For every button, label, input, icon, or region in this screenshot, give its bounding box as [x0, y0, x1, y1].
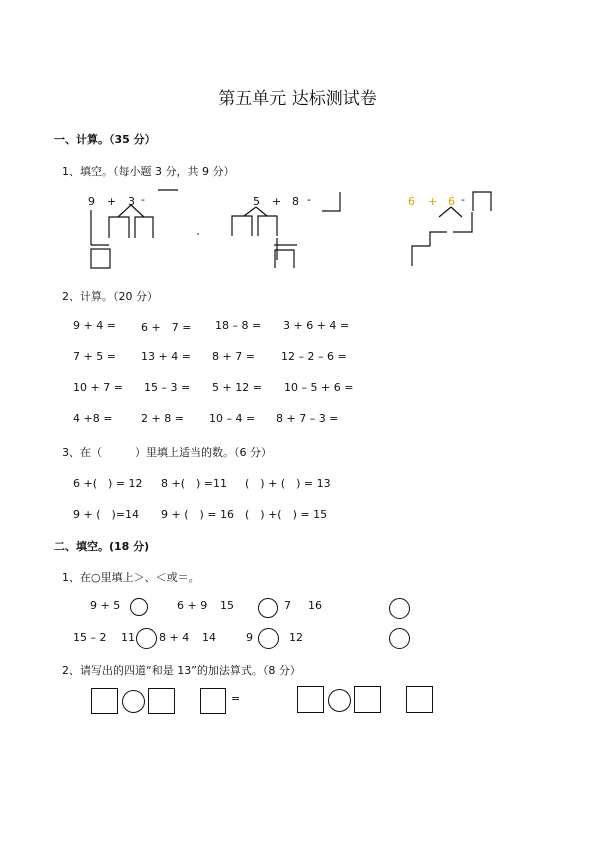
section2-heading: 二、填空。(18 分): [54, 540, 150, 553]
q1c-n1: 6: [408, 195, 415, 208]
q2-r4c1: 4 +8 =: [73, 412, 113, 425]
cmp5-left: 8 + 4: [159, 631, 190, 644]
q2-r3c3: 5 + 12 =: [212, 381, 262, 394]
section1-heading: 一、计算。（35 分）: [54, 133, 156, 146]
operator-circle[interactable]: [122, 690, 145, 713]
q2-label: 2、计算。（20 分）: [62, 290, 158, 303]
compare-circle[interactable]: [130, 598, 148, 616]
q1a-n2: 3: [128, 195, 135, 208]
s2q1-label: 1、在○里填上＞、＜或＝。: [62, 571, 200, 584]
compare-circle[interactable]: [389, 598, 410, 619]
q1c-eq: -: [461, 193, 465, 206]
compare-circle[interactable]: [258, 598, 278, 618]
answer-box[interactable]: [297, 686, 324, 713]
compare-circle[interactable]: [136, 628, 157, 649]
q2-r2c2: 13 + 4 =: [141, 350, 191, 363]
cmp4-left: 15 – 2: [73, 631, 107, 644]
cmp2-right: 15: [220, 599, 234, 612]
q2-r3c2: 15 – 3 =: [144, 381, 191, 394]
q1b-eq: -: [307, 193, 311, 206]
answer-box[interactable]: [200, 688, 226, 714]
q3-r1c3: ( ) + ( ) = 13: [245, 477, 331, 490]
q2-r1c2: 6 + 7 =: [141, 321, 192, 334]
q2-r4c2: 2 + 8 =: [141, 412, 184, 425]
answer-box[interactable]: [148, 688, 175, 714]
q2-r3c1: 10 + 7 =: [73, 381, 123, 394]
cmp3-right: 16: [308, 599, 322, 612]
cmp6-right: 12: [289, 631, 303, 644]
q2-r4c4: 8 + 7 – 3 =: [276, 412, 339, 425]
q3-r2c3: ( ) +( ) = 15: [245, 508, 328, 521]
q2-r3c4: 10 – 5 + 6 =: [284, 381, 354, 394]
q3-r1c1: 6 +( ) = 12: [73, 477, 143, 490]
q2-r1c3: 18 – 8 =: [215, 319, 262, 332]
q1c-n2: 6: [448, 195, 455, 208]
q1b-op: +: [272, 195, 282, 208]
cmp3-mid: 7: [284, 599, 291, 612]
cmp2-left: 6 + 9: [177, 599, 208, 612]
q2-r2c3: 8 + 7 =: [212, 350, 255, 363]
operator-circle[interactable]: [328, 689, 351, 712]
q1c-op: +: [428, 195, 438, 208]
q1b-n1: 5: [253, 195, 260, 208]
q1a-eq: -: [141, 193, 145, 206]
answer-box[interactable]: [406, 686, 433, 713]
page-title: 第五单元 达标测试卷: [218, 89, 377, 109]
q1-label: 1、填空。（每小题 3 分，共 9 分）: [62, 165, 235, 178]
q1a-n1: 9: [88, 195, 95, 208]
q2-r2c1: 7 + 5 =: [73, 350, 116, 363]
cmp6-left: 9: [246, 631, 253, 644]
q2-r1c1: 9 + 4 =: [73, 319, 116, 332]
equals-sign: =: [231, 692, 241, 705]
answer-box[interactable]: [91, 688, 118, 714]
compare-circle[interactable]: [389, 628, 410, 649]
q3-r1c2: 8 +( ) =11: [161, 477, 228, 490]
q1a-op: +: [107, 195, 117, 208]
compare-circle[interactable]: [258, 628, 279, 649]
answer-box[interactable]: [354, 686, 381, 713]
cmp4-right: 11: [121, 631, 135, 644]
q3-r2c2: 9 + ( ) = 16: [161, 508, 234, 521]
s2q2-label: 2、请写出的四道“和是 13”的加法算式。（8 分）: [62, 664, 301, 677]
q3-label: 3、在（ ）里填上适当的数。（6 分）: [62, 446, 272, 459]
q2-r1c4: 3 + 6 + 4 =: [283, 319, 350, 332]
q2-r4c3: 10 – 4 =: [209, 412, 256, 425]
cmp1-left: 9 + 5: [90, 599, 121, 612]
cmp5-right: 14: [202, 631, 216, 644]
q3-r2c1: 9 + ( )=14: [73, 508, 140, 521]
q1b-n2: 8: [292, 195, 299, 208]
q2-r2c4: 12 – 2 – 6 =: [281, 350, 347, 363]
